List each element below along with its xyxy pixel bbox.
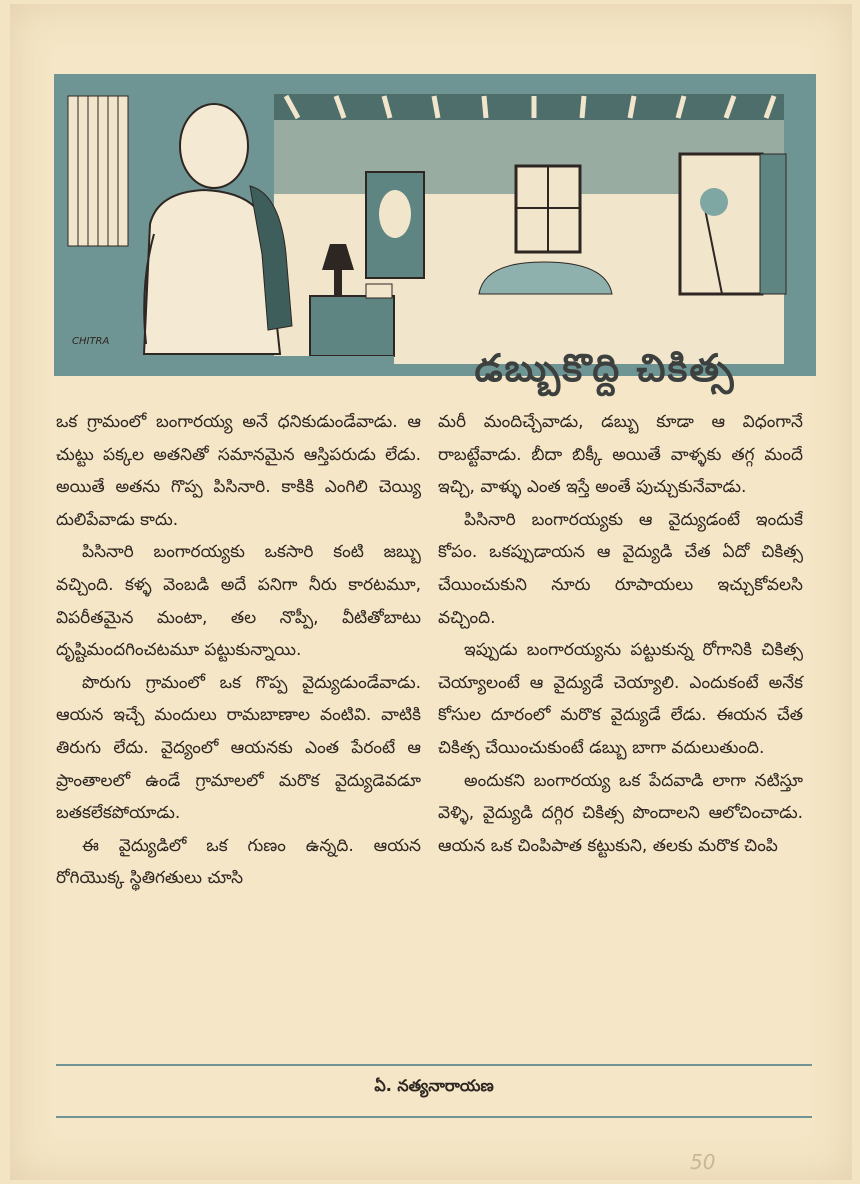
paragraph: మరీ మందిచ్చేవాడు, డబ్బు కూడా ఆ విధంగానే రాబట్టేవాడు. బీదా బిక్కీ అయితే వాళ్ళకు తగ్గ మందే ఇచ్చి, వాళ్ళు ఎంత ఇస్తే అంతే పుచ్చుకునేవాడు. bbox=[438, 412, 803, 498]
artist-signature: CHITRA bbox=[72, 336, 110, 347]
divider-bottom bbox=[56, 1116, 812, 1118]
story-illustration bbox=[54, 74, 816, 376]
story-title: డబ్బుకొద్ది చికిత్స bbox=[474, 346, 736, 391]
paragraph: పొరుగు గ్రామంలో ఒక గొప్ప వైద్యుడుండేవాడు. ఆయన ఇచ్చే మందులు రామబాణాల వంటివి. వాటికి తిరుగు లేదు. వైద్యంలో ఆయనకు ఎంత పేరంటే ఆ ప్రాంతాలలో ఉండే గ్రామాలలో మరొక వైద్యుడెవడూ బతకలేకపోయాడు. bbox=[56, 672, 421, 824]
paragraph: ఇప్పుడు బంగారయ్యను పట్టుకున్న రోగానికి చికిత్స చెయ్యాలంటే ఆ వైద్యుడే చెయ్యాలి. ఎందుకంటే అనేక కోసుల దూరంలో మరొక వైద్యుడే లేడు. ఈయన చేత చికిత్స చేయించుకుంటే డబ్బు బాగా వదులుతుంది. bbox=[438, 640, 803, 758]
page-number: 50 bbox=[690, 1150, 716, 1174]
text-column-right bbox=[438, 406, 803, 862]
paragraph: ఈ వైద్యుడిలో ఒక గుణం ఉన్నది. ఆయన రోగియొక్క స్థితిగతులు చూసి bbox=[56, 835, 421, 889]
paragraph: పిసినారి బంగారయ్యకు ఆ వైద్యుడంటే ఇందుకే కోపం. ఒకప్పుడాయన ఆ వైద్యుడి చేత ఏదో చికిత్స చేయించుకుని నూరు రూపాయలు ఇచ్చుకోవలసి వచ్చింది. bbox=[438, 509, 803, 628]
divider-top bbox=[56, 1064, 812, 1066]
text-column-left bbox=[56, 406, 421, 895]
paragraph: అందుకని బంగారయ్య ఒక పేదవాడి లాగా నటిస్తూ వెళ్ళి, వైద్యుడి దగ్గిర చికిత్స పొందాలని ఆలోచించాడు. ఆయన ఒక చింపిపాత కట్టుకుని, తలకు మరొక చింపి bbox=[438, 770, 803, 856]
paragraph: ఒక గ్రామంలో బంగారయ్య అనే ధనికుడుండేవాడు. ఆ చుట్టు పక్కల అతనితో సమానమైన ఆస్తిపరుడు లేడు. అయితే అతను గొప్ప పిసినారి. కాకికి ఎంగిలి చెయ్యి దులిపేవాడు కాదు. bbox=[56, 412, 421, 530]
author-byline: ఏ. నత్యనారాయణ bbox=[374, 1076, 494, 1095]
paragraph: పిసినారి బంగారయ్యకు ఒకసారి కంటి జబ్బు వచ్చింది. కళ్ళ వెంబడి అదే పనిగా నీరు కారటమూ, విపరీతమైన మంటా, తల నొప్పీ, వీటితోబాటు దృష్టిమందగించటమూ పట్టుకున్నాయి. bbox=[56, 542, 421, 661]
